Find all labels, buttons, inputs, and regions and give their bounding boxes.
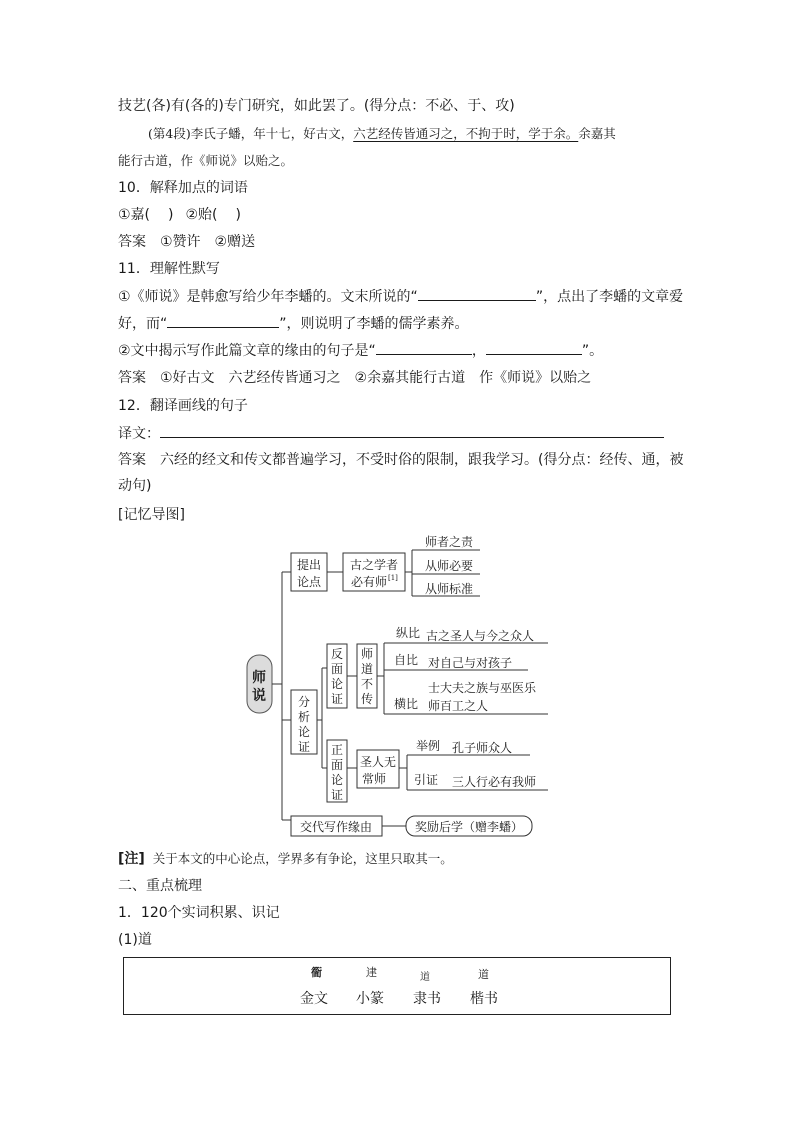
q10-item1: ①嘉(	[118, 207, 151, 223]
mindmap-pos-char: 正	[330, 743, 344, 757]
q11-answer	[118, 368, 591, 388]
q10-title: 10．解释加点的词语	[118, 180, 248, 196]
original-text-line-2: 能行古道，作《师说》以贻之。	[118, 153, 294, 168]
mindmap-b1-leaf: 师者之责	[425, 535, 474, 549]
mindmap-b3-leaf: 奖励后学（赠李蟠）	[414, 820, 524, 834]
mindmap-negmid-char: 不	[360, 677, 374, 691]
mindmap-pos-char: 论	[330, 773, 344, 787]
glyph-kaishu: 道	[478, 968, 489, 981]
note-label: [注]	[118, 851, 145, 867]
original-text-a: (第4段)李氏子蟠，年十七，好古文，	[148, 126, 354, 141]
translation-blank[interactable]	[160, 423, 664, 438]
q11-text: ，	[471, 343, 486, 359]
fill-blank[interactable]	[167, 313, 279, 328]
q11-text: ”，点出了李蟠的文章爱	[535, 289, 684, 305]
mindmap-neg-char: 反	[330, 647, 344, 661]
q12-title: 12．翻译画线的句子	[118, 398, 248, 414]
translation-label: 译文：	[118, 426, 160, 442]
fill-blank[interactable]	[376, 340, 472, 355]
glyph-jinwen: 衟	[311, 966, 322, 979]
answer-text: ①赞许 ②赠送	[160, 234, 256, 250]
mindmap-b1mid-line2: 必有师	[350, 575, 388, 589]
original-text-line-1	[148, 124, 616, 144]
mindmap-cmp2: 对自己与对孩子	[428, 656, 513, 670]
mindmap-cmp2-label: 自比	[394, 653, 419, 667]
mindmap-root-text-2: 说	[252, 688, 266, 704]
label-jinwen: 金文	[300, 991, 328, 1007]
q10-answer	[118, 232, 255, 252]
note-line	[118, 849, 453, 869]
mindmap-b1-leaf: 从师必要	[425, 559, 474, 573]
mindmap-b1-line2: 论点	[296, 575, 322, 589]
note-text: 关于本文的中心论点，学界多有争论，这里只取其一。	[152, 851, 453, 866]
mindmap-b2-char: 析	[297, 710, 311, 724]
mindmap-root-text-1: 师	[252, 670, 266, 686]
script-table	[123, 957, 671, 1015]
fill-blank[interactable]	[486, 340, 582, 355]
mindmap-pos2: 三人行必有我师	[452, 775, 537, 789]
fill-blank[interactable]	[418, 286, 536, 301]
answer-text: 六经的经文和传文都普遍学习，不受时俗的限制，跟我学习。(得分点：经传、通，被	[160, 452, 684, 468]
mindmap-b3: 交代写作缘由	[299, 820, 373, 834]
mindmap-pos2-label: 引证	[414, 773, 439, 787]
q10-item2-close: )	[235, 207, 241, 223]
mindmap-pos-char: 证	[330, 788, 344, 802]
answer-text: ①好古文 六艺经传皆通习之 ②余嘉其能行古道 作《师说》以贻之	[160, 370, 592, 386]
mindmap-pos-char: 面	[330, 758, 344, 772]
label-row	[124, 988, 670, 1008]
mindmap-cmp3-line2: 师百工之人	[428, 699, 489, 713]
section-subitem: (1)道	[118, 932, 152, 948]
mindmap-pos1-label: 举例	[416, 739, 441, 753]
mindmap-heading: [记忆导图]	[118, 507, 185, 523]
mindmap-pos1: 孔子师众人	[452, 741, 513, 755]
label-lishu: 隶书	[413, 991, 441, 1007]
mindmap-cmp1: 古之圣人与今之众人	[426, 629, 535, 643]
q11-title: 11．理解性默写	[118, 261, 220, 277]
mindmap-b1mid-line1: 古之学者	[349, 558, 399, 572]
q11-line-3	[118, 340, 603, 361]
mindmap-cmp1-label: 纵比	[396, 626, 421, 640]
q11-line-2	[118, 313, 469, 334]
answer-label: 答案	[118, 234, 146, 250]
mindmap-b1-leaf: 从师标准	[425, 582, 474, 596]
q12-answer-cont: 动句)	[118, 478, 152, 494]
label-xiaozhuan: 小篆	[356, 991, 384, 1007]
q11-line-1	[118, 286, 683, 307]
mindmap-posmid-line2: 常师	[361, 772, 387, 786]
mindmap-neg-char: 证	[330, 692, 344, 706]
glyph-lishu: 道	[420, 972, 430, 983]
mindmap-negmid-char: 传	[360, 692, 374, 706]
q12-answer	[118, 450, 683, 470]
mindmap-neg-char: 面	[330, 662, 344, 676]
answer-label: 答案	[118, 370, 146, 386]
mind-map	[230, 525, 560, 845]
translation-line: 技艺(各)有(各的)专门研究，如此罢了。(得分点：不必、于、攻)	[118, 98, 515, 114]
underlined-sentence: 六艺经传皆通习之，不拘于时，学于余。	[353, 126, 579, 141]
q11-text: ②文中揭示写作此篇文章的缘由的句子是“	[118, 343, 376, 359]
q11-text: 好，而“	[118, 316, 168, 332]
mindmap-b2-char: 证	[297, 740, 311, 754]
mindmap-b2-char: 分	[297, 695, 311, 709]
mindmap-negmid-char: 师	[360, 647, 374, 661]
mindmap-cmp3-line1: 士大夫之族与巫医乐	[428, 681, 537, 695]
mindmap-posmid-line1: 圣人无	[359, 755, 397, 769]
mindmap-b1-line1: 提出	[296, 558, 322, 572]
q11-text: ”，则说明了李蟠的儒学素养。	[279, 316, 469, 332]
q10-items	[118, 205, 241, 225]
q11-text: ①《师说》是韩愈写给少年李蟠的。文末所说的“	[118, 289, 418, 305]
glyph-row	[124, 964, 670, 984]
mindmap-b1-mark: [1]	[388, 574, 398, 582]
section-title: 二、重点梳理	[118, 878, 202, 894]
mindmap-neg-char: 论	[330, 677, 344, 691]
label-kaishu: 楷书	[470, 991, 498, 1007]
q12-translation	[118, 423, 664, 444]
mindmap-negmid-char: 道	[360, 662, 374, 676]
q10-item1-close: )	[168, 207, 174, 223]
glyph-xiaozhuan: 䢖	[366, 966, 377, 979]
q11-text: ”。	[581, 343, 604, 359]
mindmap-cmp3-label: 横比	[394, 697, 419, 711]
section-item: 1．120个实词积累、识记	[118, 905, 280, 921]
original-text-b: 余嘉其	[578, 126, 616, 141]
mindmap-b2-char: 论	[297, 725, 311, 739]
answer-label: 答案	[118, 452, 146, 468]
q10-item2: ②贻(	[185, 207, 218, 223]
